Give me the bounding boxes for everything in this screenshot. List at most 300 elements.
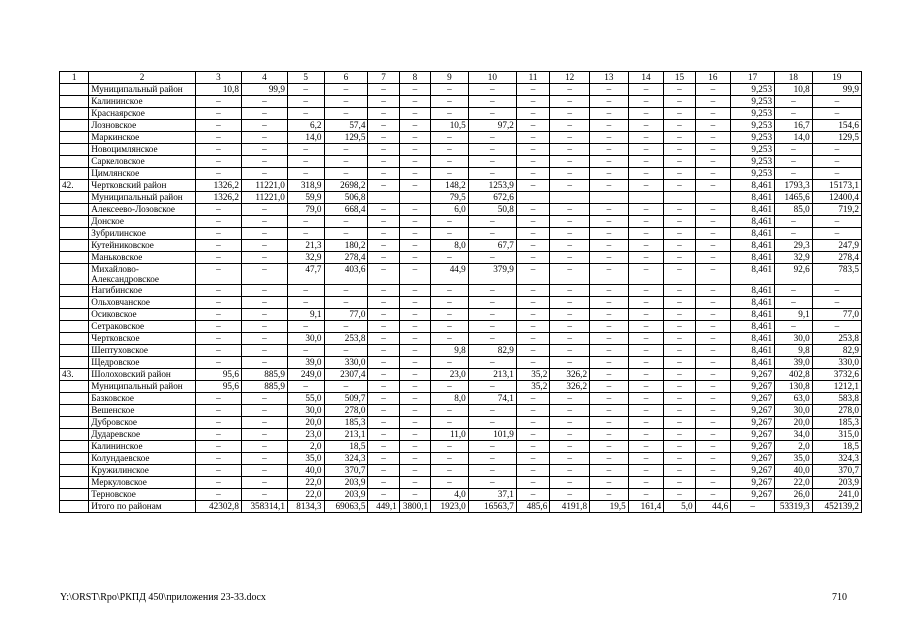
value-cell: – xyxy=(695,417,731,429)
value-cell: – xyxy=(590,297,629,309)
value-cell: 37,1 xyxy=(468,489,516,501)
value-cell: 35,0 xyxy=(775,453,813,465)
value-cell xyxy=(628,192,664,204)
value-cell: 9,253 xyxy=(731,84,775,96)
value-cell: – xyxy=(195,96,241,108)
value-cell: – xyxy=(368,264,399,285)
table-row xyxy=(60,96,862,108)
value-cell: 9,267 xyxy=(731,429,775,441)
value-cell: – xyxy=(431,132,469,144)
value-cell: – xyxy=(695,309,731,321)
value-cell: – xyxy=(195,264,241,285)
row-number-cell xyxy=(60,477,89,489)
value-cell: 12400,4 xyxy=(812,192,861,204)
value-cell: – xyxy=(195,453,241,465)
row-number-cell: 42. xyxy=(60,180,89,192)
value-cell: – xyxy=(695,285,731,297)
row-number-cell xyxy=(60,285,89,297)
value-cell: 8,461 xyxy=(731,345,775,357)
value-cell: 9,1 xyxy=(775,309,813,321)
value-cell: – xyxy=(590,156,629,168)
value-cell: – xyxy=(590,216,629,228)
value-cell: 99,9 xyxy=(241,84,287,96)
value-cell: – xyxy=(399,357,430,369)
value-cell: – xyxy=(399,84,430,96)
value-cell: 85,0 xyxy=(775,204,813,216)
value-cell: 44,9 xyxy=(431,264,469,285)
value-cell: – xyxy=(368,108,399,120)
value-cell: – xyxy=(664,333,695,345)
value-cell: – xyxy=(368,429,399,441)
table-row xyxy=(60,84,862,96)
value-cell: – xyxy=(241,321,287,333)
value-cell: – xyxy=(731,501,775,513)
value-cell: – xyxy=(241,108,287,120)
value-cell: – xyxy=(241,120,287,132)
value-cell: 55,0 xyxy=(287,393,324,405)
value-cell: 44,6 xyxy=(695,501,731,513)
row-name-cell: Алексеево-Лозовское xyxy=(89,204,196,216)
value-cell: 783,5 xyxy=(812,264,861,285)
value-cell: 9,253 xyxy=(731,144,775,156)
value-cell: – xyxy=(516,144,549,156)
value-cell: 59,9 xyxy=(287,192,324,204)
value-cell: – xyxy=(628,405,664,417)
value-cell: – xyxy=(399,228,430,240)
value-cell: – xyxy=(431,477,469,489)
value-cell: 8,461 xyxy=(731,297,775,309)
value-cell: – xyxy=(695,369,731,381)
value-cell: – xyxy=(516,441,549,453)
value-cell: 1326,2 xyxy=(195,192,241,204)
row-name-cell: Кружилинское xyxy=(89,465,196,477)
row-number-cell xyxy=(60,252,89,264)
value-cell: – xyxy=(468,453,516,465)
value-cell: 95,6 xyxy=(195,381,241,393)
row-name-cell: Дубровское xyxy=(89,417,196,429)
value-cell: – xyxy=(399,252,430,264)
table-row xyxy=(60,204,862,216)
value-cell: – xyxy=(628,156,664,168)
value-cell: – xyxy=(195,489,241,501)
value-cell: 20,0 xyxy=(287,417,324,429)
value-cell: 9,253 xyxy=(731,156,775,168)
value-cell: – xyxy=(195,297,241,309)
row-number-cell xyxy=(60,309,89,321)
value-cell: – xyxy=(664,405,695,417)
value-cell xyxy=(590,192,629,204)
row-number-cell xyxy=(60,96,89,108)
value-cell: 370,7 xyxy=(324,465,368,477)
value-cell: – xyxy=(241,264,287,285)
value-cell: 1793,3 xyxy=(775,180,813,192)
value-cell: – xyxy=(550,252,590,264)
value-cell: – xyxy=(241,132,287,144)
value-cell: – xyxy=(664,453,695,465)
value-cell: 57,4 xyxy=(324,120,368,132)
row-name-cell: Кутейниковское xyxy=(89,240,196,252)
value-cell: – xyxy=(399,204,430,216)
value-cell: – xyxy=(399,264,430,285)
value-cell: 403,6 xyxy=(324,264,368,285)
value-cell: – xyxy=(775,96,813,108)
value-cell: 253,8 xyxy=(324,333,368,345)
header-cell: 2 xyxy=(89,72,196,84)
value-cell: – xyxy=(812,285,861,297)
value-cell: – xyxy=(468,228,516,240)
value-cell: – xyxy=(324,144,368,156)
value-cell: – xyxy=(664,369,695,381)
value-cell: 3800,1 xyxy=(399,501,430,513)
value-cell: 8,461 xyxy=(731,192,775,204)
value-cell: – xyxy=(195,405,241,417)
value-cell: 402,8 xyxy=(775,369,813,381)
value-cell: – xyxy=(368,84,399,96)
value-cell: – xyxy=(468,216,516,228)
value-cell: – xyxy=(695,96,731,108)
value-cell: 35,2 xyxy=(516,381,549,393)
value-cell: – xyxy=(550,477,590,489)
value-cell: – xyxy=(550,489,590,501)
value-cell: – xyxy=(590,180,629,192)
value-cell: – xyxy=(775,168,813,180)
value-cell: 29,3 xyxy=(775,240,813,252)
value-cell: – xyxy=(431,168,469,180)
value-cell: – xyxy=(368,156,399,168)
value-cell: – xyxy=(431,216,469,228)
value-cell: – xyxy=(775,216,813,228)
value-cell: 8,461 xyxy=(731,228,775,240)
value-cell: – xyxy=(241,240,287,252)
value-cell: – xyxy=(516,465,549,477)
table-row xyxy=(60,252,862,264)
value-cell: – xyxy=(590,477,629,489)
value-cell: 4191,8 xyxy=(550,501,590,513)
value-cell: 69063,5 xyxy=(324,501,368,513)
value-cell: 22,0 xyxy=(287,477,324,489)
row-number-cell xyxy=(60,345,89,357)
value-cell: – xyxy=(287,345,324,357)
row-name-cell: Вешенское xyxy=(89,405,196,417)
header-row xyxy=(60,72,862,84)
row-name-cell: Муниципальный район xyxy=(89,381,196,393)
value-cell: 9,253 xyxy=(731,120,775,132)
value-cell: – xyxy=(628,357,664,369)
value-cell: – xyxy=(195,252,241,264)
value-cell: – xyxy=(241,168,287,180)
value-cell: – xyxy=(550,405,590,417)
value-cell: – xyxy=(550,216,590,228)
value-cell: – xyxy=(195,216,241,228)
value-cell: – xyxy=(399,156,430,168)
value-cell: 509,7 xyxy=(324,393,368,405)
value-cell: – xyxy=(664,489,695,501)
row-number-cell xyxy=(60,228,89,240)
value-cell: – xyxy=(368,285,399,297)
value-cell: 8,461 xyxy=(731,216,775,228)
value-cell: – xyxy=(516,333,549,345)
value-cell: 185,3 xyxy=(324,417,368,429)
value-cell: – xyxy=(695,228,731,240)
value-cell: – xyxy=(695,204,731,216)
value-cell: – xyxy=(664,297,695,309)
value-cell xyxy=(695,192,731,204)
table-row xyxy=(60,132,862,144)
value-cell: – xyxy=(241,285,287,297)
value-cell: 50,8 xyxy=(468,204,516,216)
value-cell: – xyxy=(695,240,731,252)
row-name-cell: Цимлянское xyxy=(89,168,196,180)
value-cell: 92,6 xyxy=(775,264,813,285)
value-cell: – xyxy=(550,465,590,477)
value-cell: – xyxy=(399,417,430,429)
value-cell: – xyxy=(628,120,664,132)
value-cell: 9,267 xyxy=(731,417,775,429)
value-cell: 129,5 xyxy=(812,132,861,144)
value-cell: – xyxy=(195,321,241,333)
value-cell: 213,1 xyxy=(324,429,368,441)
table-row xyxy=(60,144,862,156)
value-cell: – xyxy=(775,297,813,309)
value-cell: – xyxy=(590,252,629,264)
value-cell: – xyxy=(812,216,861,228)
value-cell: – xyxy=(664,417,695,429)
value-cell: – xyxy=(431,321,469,333)
value-cell: 278,4 xyxy=(324,252,368,264)
value-cell: – xyxy=(241,429,287,441)
value-cell: – xyxy=(628,96,664,108)
value-cell: – xyxy=(628,345,664,357)
value-cell: 330,0 xyxy=(324,357,368,369)
value-cell: 8,461 xyxy=(731,180,775,192)
row-number-cell xyxy=(60,465,89,477)
value-cell: – xyxy=(516,84,549,96)
value-cell: 82,9 xyxy=(812,345,861,357)
value-cell: – xyxy=(695,357,731,369)
value-cell: – xyxy=(590,168,629,180)
row-number-cell xyxy=(60,144,89,156)
value-cell: 9,253 xyxy=(731,108,775,120)
value-cell: – xyxy=(368,357,399,369)
value-cell: 9,253 xyxy=(731,96,775,108)
value-cell: – xyxy=(399,120,430,132)
value-cell: 9,1 xyxy=(287,309,324,321)
table-row xyxy=(60,120,862,132)
value-cell: 18,5 xyxy=(812,441,861,453)
value-cell: – xyxy=(468,297,516,309)
value-cell: – xyxy=(628,252,664,264)
value-cell: – xyxy=(368,168,399,180)
value-cell: 672,6 xyxy=(468,192,516,204)
value-cell: – xyxy=(399,168,430,180)
value-cell: – xyxy=(516,168,549,180)
value-cell: – xyxy=(241,228,287,240)
value-cell: – xyxy=(695,144,731,156)
value-cell: – xyxy=(695,156,731,168)
value-cell: – xyxy=(368,252,399,264)
value-cell: – xyxy=(399,381,430,393)
value-cell: – xyxy=(664,441,695,453)
value-cell: – xyxy=(628,465,664,477)
value-cell: 8,461 xyxy=(731,285,775,297)
value-cell: – xyxy=(550,345,590,357)
value-cell: – xyxy=(590,228,629,240)
value-cell: – xyxy=(775,144,813,156)
value-cell: 315,0 xyxy=(812,429,861,441)
table-row xyxy=(60,192,862,204)
value-cell: – xyxy=(468,477,516,489)
value-cell: 203,9 xyxy=(812,477,861,489)
value-cell: – xyxy=(195,156,241,168)
value-cell: – xyxy=(695,168,731,180)
table-row xyxy=(60,501,862,513)
value-cell: – xyxy=(241,252,287,264)
value-cell: – xyxy=(695,252,731,264)
table-row xyxy=(60,168,862,180)
value-cell: 326,2 xyxy=(550,369,590,381)
value-cell: – xyxy=(287,168,324,180)
row-number-cell: 43. xyxy=(60,369,89,381)
value-cell: 9,267 xyxy=(731,477,775,489)
value-cell: – xyxy=(516,345,549,357)
row-name-cell: Саркеловское xyxy=(89,156,196,168)
value-cell: 8,461 xyxy=(731,357,775,369)
value-cell: – xyxy=(241,204,287,216)
value-cell: – xyxy=(287,144,324,156)
value-cell: – xyxy=(368,477,399,489)
value-cell: 53319,3 xyxy=(775,501,813,513)
value-cell: – xyxy=(695,216,731,228)
value-cell: 15173,1 xyxy=(812,180,861,192)
value-cell: – xyxy=(695,477,731,489)
value-cell: – xyxy=(516,216,549,228)
value-cell: – xyxy=(550,132,590,144)
value-cell: – xyxy=(399,333,430,345)
value-cell: – xyxy=(812,96,861,108)
value-cell: 9,253 xyxy=(731,168,775,180)
table-row xyxy=(60,240,862,252)
value-cell: 11,0 xyxy=(431,429,469,441)
value-cell: – xyxy=(431,108,469,120)
value-cell: – xyxy=(399,405,430,417)
value-cell: – xyxy=(812,321,861,333)
row-name-cell: Чертковское xyxy=(89,333,196,345)
value-cell: 11221,0 xyxy=(241,180,287,192)
value-cell: – xyxy=(516,108,549,120)
row-name-cell: Донское xyxy=(89,216,196,228)
value-cell: – xyxy=(664,168,695,180)
value-cell: 14,0 xyxy=(775,132,813,144)
value-cell: – xyxy=(368,405,399,417)
value-cell: – xyxy=(324,96,368,108)
value-cell: – xyxy=(287,84,324,96)
value-cell: 39,0 xyxy=(775,357,813,369)
value-cell: – xyxy=(590,333,629,345)
header-cell: 9 xyxy=(431,72,469,84)
value-cell: – xyxy=(590,264,629,285)
value-cell: 1326,2 xyxy=(195,180,241,192)
value-cell: 6,2 xyxy=(287,120,324,132)
row-name-cell: Базковское xyxy=(89,393,196,405)
row-name-cell: Маньковское xyxy=(89,252,196,264)
value-cell: 26,0 xyxy=(775,489,813,501)
header-cell: 15 xyxy=(664,72,695,84)
value-cell: – xyxy=(590,309,629,321)
value-cell: – xyxy=(590,345,629,357)
row-name-cell: Чертковский район xyxy=(89,180,196,192)
value-cell: – xyxy=(664,429,695,441)
value-cell: 249,0 xyxy=(287,369,324,381)
row-name-cell: Ольховчанское xyxy=(89,297,196,309)
value-cell: – xyxy=(812,168,861,180)
value-cell: – xyxy=(590,132,629,144)
value-cell: – xyxy=(468,84,516,96)
value-cell: 247,9 xyxy=(812,240,861,252)
header-cell: 11 xyxy=(516,72,549,84)
value-cell: 668,4 xyxy=(324,204,368,216)
value-cell: – xyxy=(775,228,813,240)
row-number-cell xyxy=(60,108,89,120)
value-cell: 213,1 xyxy=(468,369,516,381)
value-cell: – xyxy=(241,309,287,321)
value-cell: – xyxy=(550,96,590,108)
value-cell: – xyxy=(399,96,430,108)
value-cell: 21,3 xyxy=(287,240,324,252)
value-cell: – xyxy=(368,321,399,333)
value-cell: – xyxy=(241,489,287,501)
value-cell: – xyxy=(241,216,287,228)
value-cell: 32,9 xyxy=(287,252,324,264)
table-row xyxy=(60,180,862,192)
value-cell: – xyxy=(368,453,399,465)
value-cell: 1923,0 xyxy=(431,501,469,513)
row-name-cell: Итого по районам xyxy=(89,501,196,513)
value-cell: – xyxy=(468,96,516,108)
value-cell: 449,1 xyxy=(368,501,399,513)
value-cell: – xyxy=(368,216,399,228)
value-cell: – xyxy=(550,357,590,369)
value-cell: – xyxy=(812,156,861,168)
value-cell: – xyxy=(516,228,549,240)
value-cell: – xyxy=(590,417,629,429)
value-cell: 23,0 xyxy=(431,369,469,381)
value-cell: – xyxy=(431,252,469,264)
value-cell: 42302,8 xyxy=(195,501,241,513)
row-name-cell: Муниципальный район xyxy=(89,84,196,96)
value-cell: 8,461 xyxy=(731,321,775,333)
value-cell: – xyxy=(324,168,368,180)
value-cell: – xyxy=(664,228,695,240)
value-cell: – xyxy=(195,132,241,144)
value-cell: – xyxy=(399,297,430,309)
value-cell: – xyxy=(664,477,695,489)
value-cell: – xyxy=(241,333,287,345)
value-cell: 148,2 xyxy=(431,180,469,192)
value-cell: – xyxy=(590,369,629,381)
value-cell: – xyxy=(695,381,731,393)
value-cell: – xyxy=(628,333,664,345)
value-cell: – xyxy=(550,309,590,321)
value-cell: – xyxy=(468,108,516,120)
value-cell: – xyxy=(324,228,368,240)
value-cell: 101,9 xyxy=(468,429,516,441)
value-cell: – xyxy=(695,132,731,144)
row-number-cell xyxy=(60,84,89,96)
table-row xyxy=(60,108,862,120)
value-cell: – xyxy=(628,228,664,240)
value-cell: – xyxy=(550,240,590,252)
table-row xyxy=(60,429,862,441)
